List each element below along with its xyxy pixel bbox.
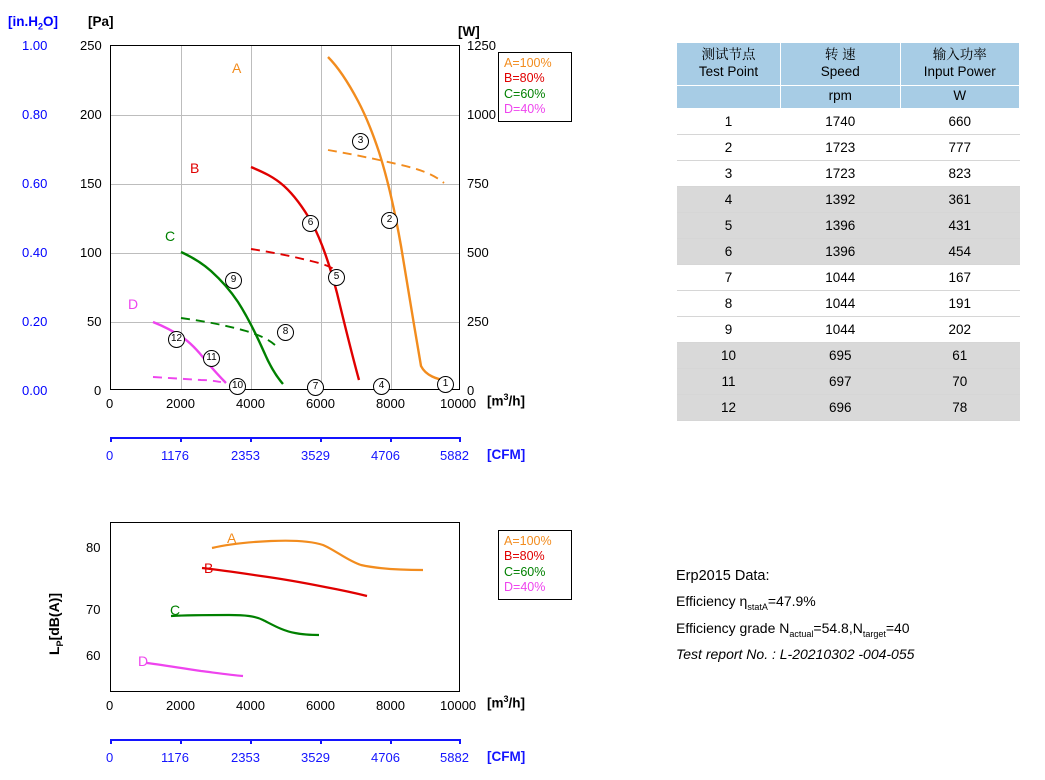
cfm-tick-top-5: 5882 [440, 448, 469, 463]
header-power-cn: 输入功率 [932, 47, 987, 62]
ytick-pa-2: 200 [80, 107, 102, 122]
table-row [677, 316, 1020, 342]
sup-3: 3 [503, 392, 509, 402]
point-marker-12: 12 [168, 331, 185, 348]
cell-speed: 696 [781, 394, 901, 420]
sub-stata: statA [747, 602, 768, 613]
legend-item-c-bottom: C=60% [504, 564, 546, 579]
cell-test-point: 4 [677, 186, 781, 212]
table-row [677, 108, 1020, 134]
xtick-top-2000: 2000 [166, 396, 195, 411]
erp-data-block [676, 564, 1036, 667]
sub-p: P [54, 640, 65, 647]
ytick-inh2o-6: 0.00 [22, 383, 48, 398]
cell-power: 454 [900, 238, 1019, 264]
point-marker-2: 2 [381, 212, 398, 229]
cfm-tick-bottom-0: 0 [106, 750, 114, 765]
ytick-pa-3: 150 [80, 176, 102, 191]
table-header-row [677, 43, 1020, 86]
cell-test-point: 2 [677, 134, 781, 160]
table-row [677, 264, 1020, 290]
ytick-inh2o-4: 0.40 [22, 245, 48, 260]
cell-power: 61 [900, 342, 1019, 368]
pressure-power-chart [0, 0, 620, 480]
cell-speed: 1723 [781, 160, 901, 186]
cfm-axis-bottom [110, 739, 460, 741]
table-row [677, 290, 1020, 316]
xtick-top-4000: 4000 [236, 396, 265, 411]
sup-3-bottom: 3 [503, 694, 509, 704]
erp-efficiency: Efficiency $\eta_{statA}=47.9\%$ [676, 593, 816, 613]
cell-power: 777 [900, 134, 1019, 160]
xtick-bottom-4000: 4000 [236, 698, 265, 713]
cfm-tick-bottom-3: 3529 [301, 750, 330, 765]
legend-item-d-bottom: D=40% [504, 579, 546, 594]
cfm-axis-top [110, 437, 460, 439]
xtick-top-10000: 10000 [440, 396, 477, 411]
unit-speed: rpm [781, 85, 901, 108]
cell-speed: 1044 [781, 290, 901, 316]
cfm-tick-top-4: 4706 [371, 448, 400, 463]
header-speed [781, 43, 901, 86]
curve-label-b: B [190, 160, 200, 176]
ytick-pa-1: 250 [80, 38, 102, 53]
legend-top [498, 52, 572, 122]
ytick-lp-80: 80 [86, 540, 101, 555]
curve-label-a: A [232, 60, 242, 76]
ytick-inh2o-2: 0.80 [22, 107, 48, 122]
cfm-tick-top-1: 1176 [161, 448, 189, 463]
header-power-en: Input Power [923, 63, 996, 79]
ytick-inh2o-3: 0.60 [22, 176, 48, 191]
sub-target: target [862, 628, 886, 639]
cell-power: 70 [900, 368, 1019, 394]
cell-test-point: 3 [677, 160, 781, 186]
xtick-bottom-8000: 8000 [376, 698, 405, 713]
ytick-w-4: 500 [467, 245, 489, 260]
sub-2: 2 [38, 21, 44, 32]
xtick-top-6000: 6000 [306, 396, 335, 411]
axis-unit-inh2o: $[in.H_2O]$ [8, 14, 59, 32]
legend-item-b: B=80% [504, 71, 545, 86]
ytick-inh2o-5: 0.20 [22, 314, 48, 329]
point-marker-7: 7 [307, 379, 324, 396]
point-marker-4: 4 [373, 378, 390, 395]
ytick-w-6: 0 [467, 383, 475, 398]
cell-speed: 1740 [781, 108, 901, 134]
cfm-tick-bottom-5: 5882 [440, 750, 469, 765]
ytick-w-1: 1250 [467, 38, 496, 53]
table-row [677, 212, 1020, 238]
cell-test-point: 1 [677, 108, 781, 134]
cell-speed: 1396 [781, 238, 901, 264]
cfm-tick-bottom-4: 4706 [371, 750, 400, 765]
header-speed-en: Speed [820, 63, 860, 79]
ytick-pa-5: 50 [87, 314, 102, 329]
ytick-lp-60: 60 [86, 648, 101, 663]
ytick-pa-4: 100 [80, 245, 102, 260]
header-speed-cn: 转 速 [824, 47, 856, 62]
cell-power: 660 [900, 108, 1019, 134]
xtick-bottom-10000: 10000 [440, 698, 477, 713]
point-marker-8: 8 [277, 324, 294, 341]
y-axis-label-lp: $L_P[dB(A)]$ [46, 593, 65, 655]
cell-power: 431 [900, 212, 1019, 238]
table-row [677, 134, 1020, 160]
axis-unit-pa: [Pa] [88, 14, 114, 29]
legend-item-c: C=60% [504, 86, 546, 101]
cell-test-point: 12 [677, 394, 781, 420]
bottom-plot-area [110, 522, 460, 692]
cell-power: 78 [900, 394, 1019, 420]
legend-item-a: A=100% [504, 56, 552, 70]
curve-label-d: D [128, 296, 139, 312]
cfm-tick-top-3: 3529 [301, 448, 330, 463]
xtick-bottom-0: 0 [106, 698, 114, 713]
cell-test-point: 7 [677, 264, 781, 290]
cell-speed: 1392 [781, 186, 901, 212]
cell-test-point: 5 [677, 212, 781, 238]
cell-speed: 1723 [781, 134, 901, 160]
table-unit-row [677, 85, 1020, 108]
point-marker-1: 1 [437, 376, 454, 393]
axis-unit-m3h-top: $[m^3/h]$ [487, 392, 526, 409]
ytick-lp-70: 70 [86, 602, 101, 617]
unit-test-point [677, 85, 781, 108]
table-row [677, 186, 1020, 212]
point-marker-10: 10 [229, 378, 246, 395]
cell-power: 202 [900, 316, 1019, 342]
cell-test-point: 6 [677, 238, 781, 264]
curve-label-d-bottom: D [138, 653, 149, 669]
xtick-bottom-6000: 6000 [306, 698, 335, 713]
ytick-inh2o-1: 1.00 [22, 38, 48, 53]
erp-efficiency-grade: Efficiency grade $N_{actual}=54.8,N_{target}=40$ [676, 619, 910, 639]
test-point-table [676, 42, 1020, 421]
cell-test-point: 10 [677, 342, 781, 368]
table-row [677, 160, 1020, 186]
cfm-tick-bottom-1: 1176 [161, 750, 189, 765]
axis-unit-w: [W] [458, 24, 480, 39]
legend-item-a-bottom: A=100% [504, 534, 552, 548]
xtick-bottom-2000: 2000 [166, 698, 195, 713]
point-marker-5: 5 [328, 269, 345, 286]
cell-speed: 1044 [781, 264, 901, 290]
cell-test-point: 11 [677, 368, 781, 394]
legend-item-b-bottom: B=80% [504, 549, 545, 564]
sub-actual: actual [789, 628, 814, 639]
cell-speed: 1044 [781, 316, 901, 342]
header-test-point-cn: 测试节点 [701, 47, 756, 62]
header-test-point [677, 43, 781, 86]
header-test-point-en: Test Point [698, 63, 759, 79]
point-marker-9: 9 [225, 272, 242, 289]
unit-power: W [900, 85, 1019, 108]
cell-speed: 697 [781, 368, 901, 394]
cell-power: 361 [900, 186, 1019, 212]
curve-label-c: C [165, 228, 176, 244]
ytick-w-2: 1000 [467, 107, 496, 122]
cfm-unit-top: [CFM] [487, 447, 526, 462]
curve-label-c-bottom: C [170, 602, 181, 618]
cell-power: 167 [900, 264, 1019, 290]
header-power [900, 43, 1019, 86]
point-marker-3: 3 [352, 133, 369, 150]
table-row [677, 394, 1020, 420]
curve-label-a-bottom: A [227, 530, 237, 546]
cell-test-point: 9 [677, 316, 781, 342]
point-marker-6: 6 [302, 215, 319, 232]
legend-item-d: D=40% [504, 101, 546, 116]
table-row [677, 368, 1020, 394]
cfm-unit-bottom: [CFM] [487, 749, 526, 764]
axis-unit-m3h-bottom: $[m^3/h]$ [487, 694, 526, 711]
xtick-top-8000: 8000 [376, 396, 405, 411]
ytick-w-5: 250 [467, 314, 489, 329]
xtick-top-0: 0 [106, 396, 114, 411]
point-marker-11: 11 [203, 350, 220, 367]
erp-test-report: Test report No. : L-20210302 -004-055 [676, 646, 915, 663]
cfm-tick-top-2: 2353 [231, 448, 260, 463]
cell-speed: 695 [781, 342, 901, 368]
cell-speed: 1396 [781, 212, 901, 238]
curve-label-b-bottom: B [204, 560, 214, 576]
legend-bottom [498, 530, 572, 600]
table-row [677, 342, 1020, 368]
table-body [677, 108, 1020, 420]
erp-heading: Erp2015 Data: [676, 568, 770, 584]
table-row [677, 238, 1020, 264]
cell-test-point: 8 [677, 290, 781, 316]
cell-power: 823 [900, 160, 1019, 186]
bottom-curves [111, 523, 461, 693]
cfm-tick-top-0: 0 [106, 448, 114, 463]
ytick-w-3: 750 [467, 176, 489, 191]
cfm-tick-bottom-2: 2353 [231, 750, 260, 765]
ytick-pa-6: 0 [94, 383, 102, 398]
cell-power: 191 [900, 290, 1019, 316]
